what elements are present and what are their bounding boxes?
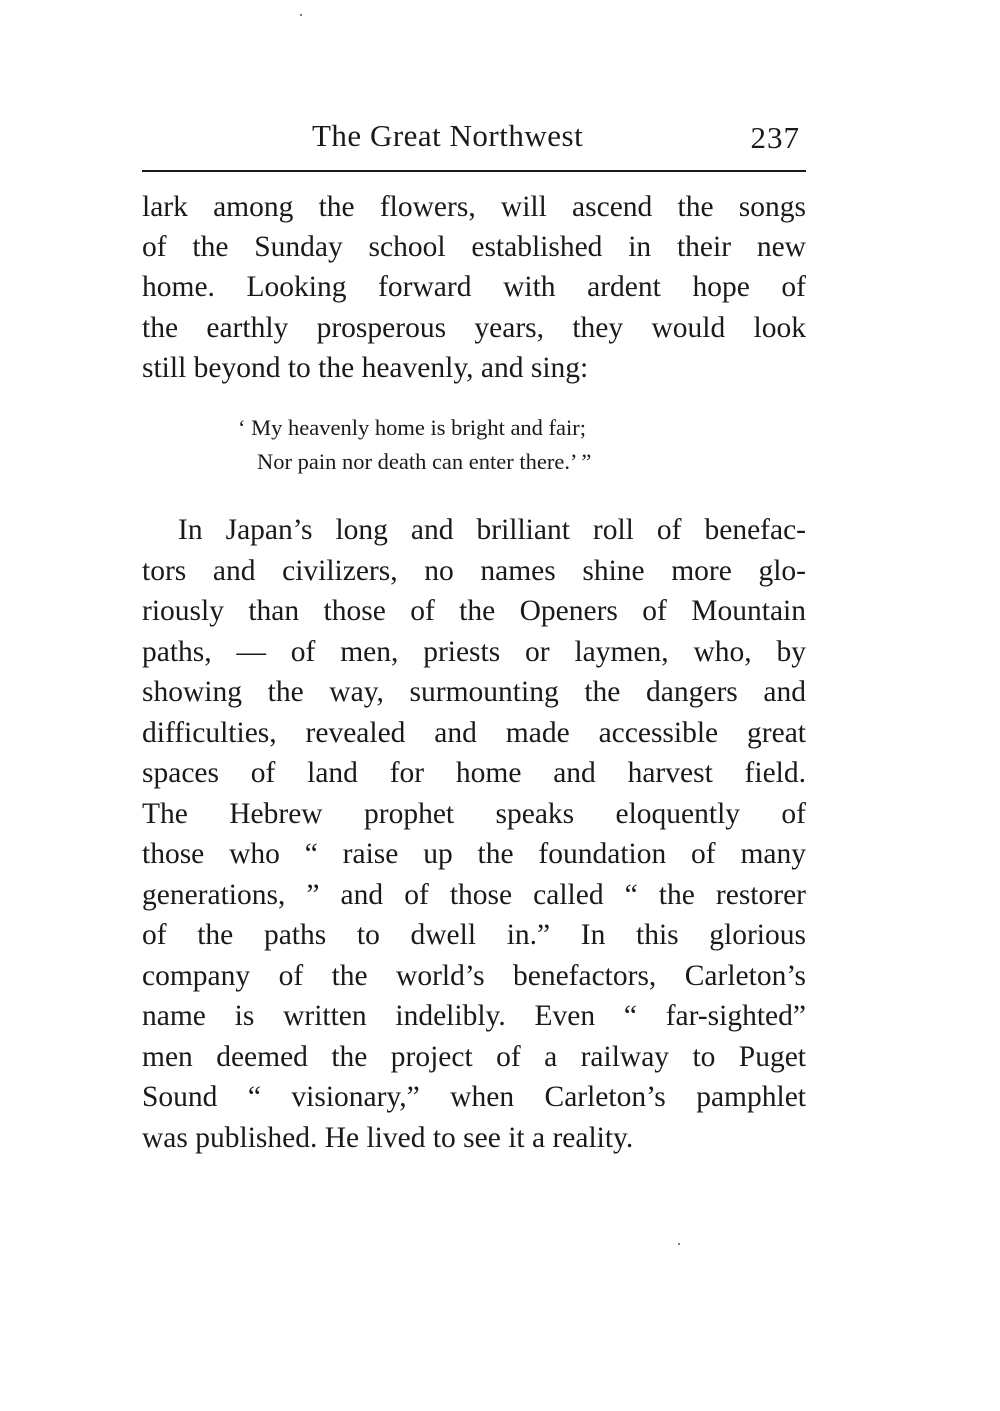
text-line: still beyond to the heavenly, and sing: xyxy=(142,352,589,384)
text-line: tors and civilizers, no names shine more glo- xyxy=(142,555,806,587)
text-line: paths, — of men, priests or laymen, who, by xyxy=(142,636,806,668)
text-line: home. Looking forward with ardent hope of xyxy=(142,271,806,303)
scan-speck xyxy=(678,1243,680,1245)
header-rule xyxy=(142,170,806,172)
text-line: difficulties, revealed and made accessible great xyxy=(142,717,806,749)
text-line: Sound “ visionary,” when Carleton’s pamphlet xyxy=(142,1081,806,1113)
text-line: generations, ” and of those called “ the restorer xyxy=(142,879,806,911)
page-number: 237 xyxy=(750,120,800,155)
text-line: was published. He lived to see it a reality. xyxy=(142,1122,634,1154)
text-line: the earthly prosperous years, they would look xyxy=(142,312,806,344)
text-line: The Hebrew prophet speaks eloquently of xyxy=(142,798,806,830)
text-line: those who “ raise up the foundation of many xyxy=(142,838,806,870)
scan-speck xyxy=(300,14,302,16)
text-line: of the Sunday school established in their new xyxy=(142,231,806,263)
running-title: The Great Northwest xyxy=(312,118,584,153)
text-line: men deemed the project of a railway to Puget xyxy=(142,1041,806,1073)
text-line: showing the way, surmounting the dangers and xyxy=(142,676,806,708)
running-head xyxy=(142,118,800,162)
verse-line: Nor pain nor death can enter there.’ ” xyxy=(257,449,592,474)
verse-line: ‘ My heavenly home is bright and fair; xyxy=(238,415,587,440)
text-line: of the paths to dwell in.” In this glorious xyxy=(142,919,806,951)
text-line: In Japan’s long and brilliant roll of benefac- xyxy=(178,514,806,546)
text-line: riously than those of the Openers of Mountain xyxy=(142,595,806,627)
text-line: company of the world’s benefactors, Carleton’s xyxy=(142,960,806,992)
text-line: spaces of land for home and harvest field. xyxy=(142,757,806,789)
text-line: lark among the flowers, will ascend the songs xyxy=(142,191,806,223)
text-line: name is written indelibly. Even “ far-sighted” xyxy=(142,1000,806,1032)
